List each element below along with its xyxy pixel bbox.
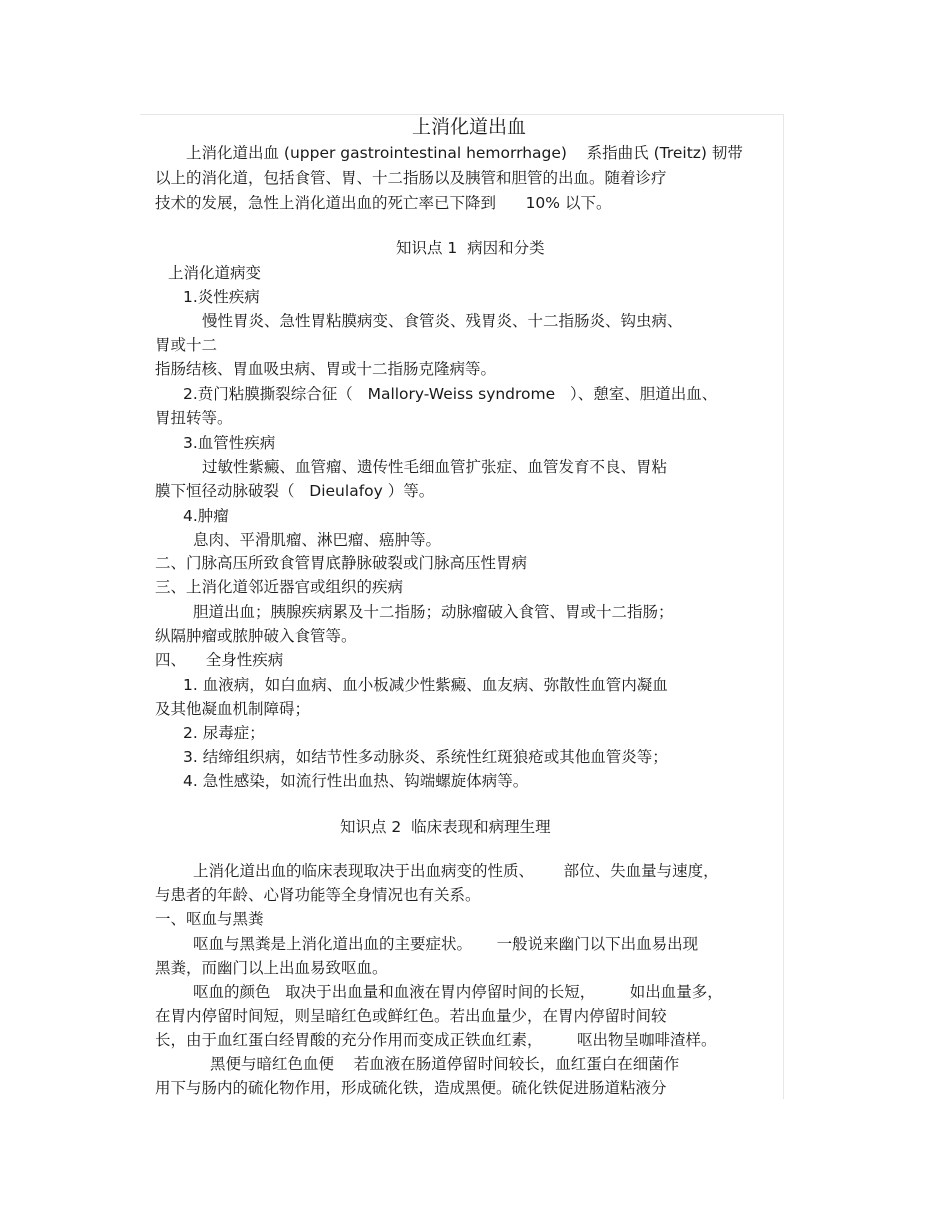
list-item: 及其他凝血机制障碍； xyxy=(155,700,311,718)
paragraph-line: 黑便与暗红色血便 若血液在肠道停留时间较长，血红蛋白在细菌作 xyxy=(210,1055,680,1073)
list-item: 二、门脉高压所致食管胃底静脉破裂或门脉高压性胃病 xyxy=(155,554,528,572)
paragraph-line: 在胃内停留时间短，则呈暗红色或鲜红色。若出血量少，在胃内停留时间较 xyxy=(155,1007,667,1025)
list-item: 胃或十二 xyxy=(155,336,218,354)
paragraph-line: 黑粪，而幽门以上出血易致呕血。 xyxy=(155,959,388,977)
paragraph-line: 呕血的颜色 取决于出血量和血液在胃内停留时间的长短， 如出血量多， xyxy=(193,983,723,1001)
list-item: 4.肿瘤 xyxy=(183,507,229,525)
list-item: 指肠结核、胃血吸虫病、胃或十二指肠克隆病等。 xyxy=(155,360,497,378)
list-item: 慢性胃炎、急性胃粘膜病变、食管炎、残胃炎、十二指肠炎、钩虫病、 xyxy=(202,312,683,330)
page-border-top xyxy=(140,114,784,115)
list-item: 四、 全身性疾病 xyxy=(155,651,284,669)
section-heading-1: 知识点 1 病因和分类 xyxy=(396,239,545,257)
list-item: 三、上消化道邻近器官或组织的疾病 xyxy=(155,578,404,596)
list-item: 2. 尿毒症； xyxy=(183,724,265,742)
list-item: 过敏性紫癜、血管瘤、遗传性毛细血管扩张症、血管发育不良、胃粘 xyxy=(202,458,668,476)
paragraph-line: 与患者的年龄、心肾功能等全身情况也有关系。 xyxy=(155,886,481,904)
list-item: 3.血管性疾病 xyxy=(183,434,276,452)
list-item: 1. 血液病，如白血病、血小板减少性紫癜、血友病、弥散性血管内凝血 xyxy=(183,676,668,694)
subheading: 上消化道病变 xyxy=(168,264,262,282)
list-item: 1.炎性疾病 xyxy=(183,288,260,306)
list-item: 纵隔肿瘤或脓肿破入食管等。 xyxy=(155,627,357,645)
paragraph-line: 呕血与黑粪是上消化道出血的主要症状。 一般说来幽门以下出血易出现 xyxy=(193,935,699,953)
list-item: 胃扭转等。 xyxy=(155,409,233,427)
document-title: 上消化道出血 xyxy=(412,116,527,138)
paragraph-line: 用下与肠内的硫化物作用，形成硫化铁，造成黑便。硫化铁促进肠道粘液分 xyxy=(155,1079,667,1097)
list-item: 4. 急性感染，如流行性出血热、钩端螺旋体病等。 xyxy=(183,772,529,790)
paragraph-line: 一、呕血与黑粪 xyxy=(155,910,264,928)
page-border-right xyxy=(783,114,784,1099)
intro-line: 技术的发展，急性上消化道出血的死亡率已下降到 10% 以下。 xyxy=(155,194,612,212)
paragraph-line: 长，由于血红蛋白经胃酸的充分作用而变成正铁血红素， 呕出物呈咖啡渣样。 xyxy=(155,1031,717,1049)
list-item: 胆道出血；胰腺疾病累及十二指肠；动脉瘤破入食管、胃或十二指肠； xyxy=(193,603,674,621)
list-item: 膜下恒径动脉破裂（ Dieulafoy ）等。 xyxy=(155,482,435,500)
intro-line: 以上的消化道，包括食管、胃、十二指肠以及胰管和胆管的出血。随着诊疗 xyxy=(155,169,667,187)
list-item: 2.贲门粘膜撕裂综合征（ Mallory-Weiss syndrome ）、憩室、胆道出血、 xyxy=(183,385,718,403)
list-item: 息肉、平滑肌瘤、淋巴瘤、癌肿等。 xyxy=(193,531,442,549)
intro-line: 上消化道出血 (upper gastrointestinal hemorrhage) 系指曲氏 (Treitz) 韧带 xyxy=(186,144,743,162)
paragraph-line: 上消化道出血的临床表现取决于出血病变的性质、 部位、失血量与速度， xyxy=(193,862,719,880)
list-item: 3. 结缔组织病，如结节性多动脉炎、系统性红斑狼疮或其他血管炎等； xyxy=(183,748,668,766)
section-heading-2: 知识点 2 临床表现和病理生理 xyxy=(340,818,551,836)
